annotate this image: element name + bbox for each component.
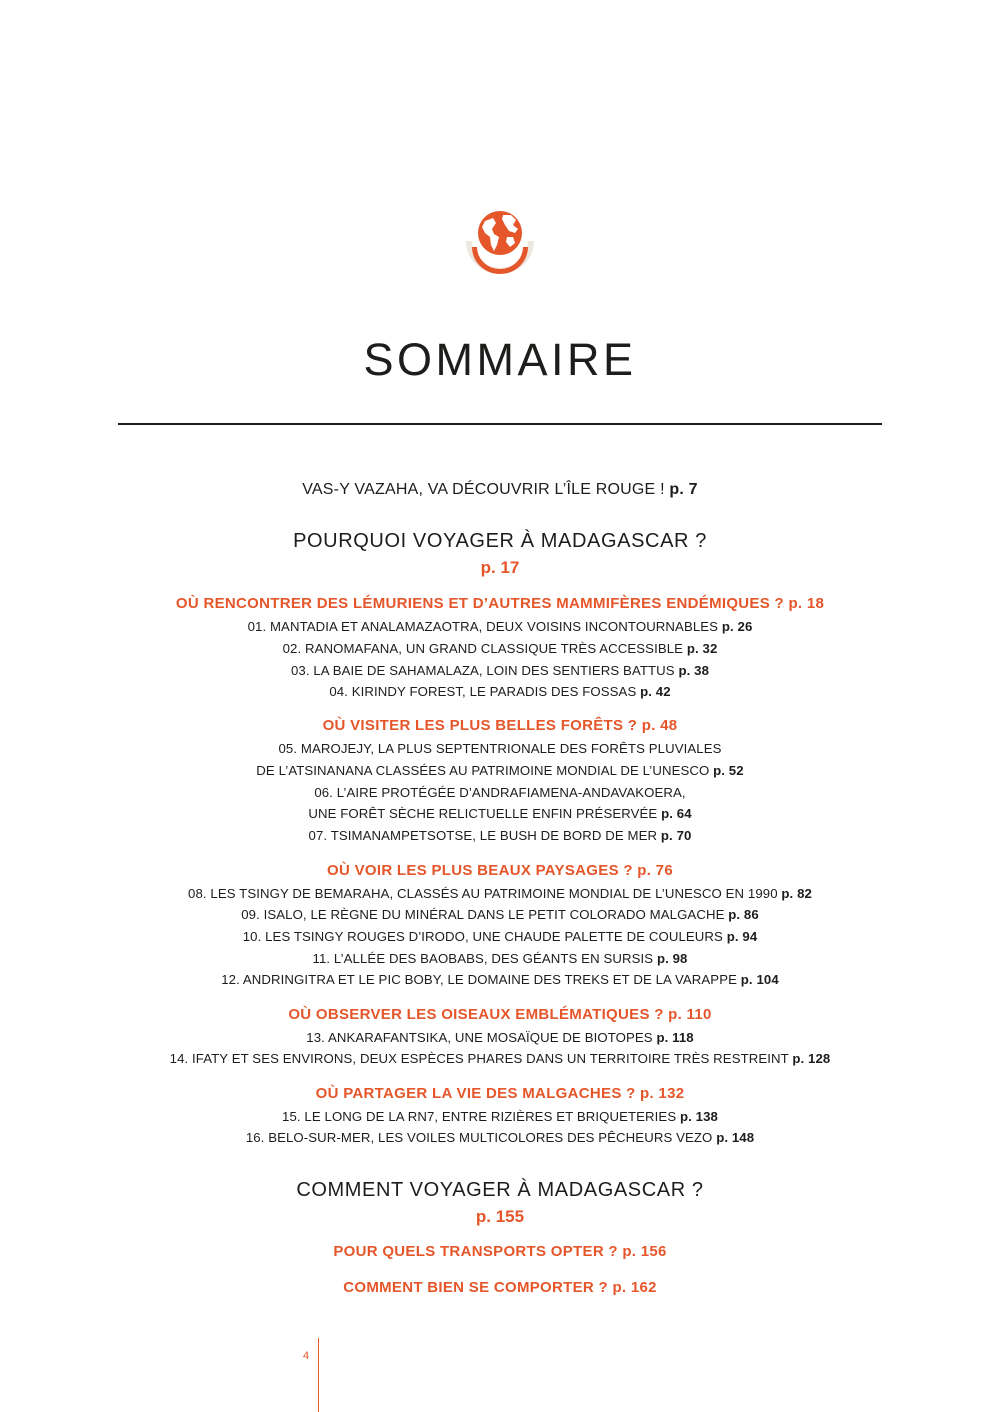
toc-intro-page: p. 7 xyxy=(669,481,698,498)
toc-item-continued[interactable] xyxy=(0,806,1000,821)
section-forets[interactable]: OÙ VISITER LES PLUS BELLES FORÊTS ? p. 48 xyxy=(322,717,678,734)
toc-item-page: p. 32 xyxy=(686,641,718,656)
toc-intro-text: VAS-Y VAZAHA, VA DÉCOUVRIR L’ÎLE ROUGE ! xyxy=(302,481,665,498)
page-number-rule xyxy=(318,1338,319,1412)
section-oiseaux[interactable]: OÙ OBSERVER LES OISEAUX EMBLÉMATIQUES ? p. 110 xyxy=(288,1006,712,1023)
toc-item-text: 08. LES TSINGY DE BEMARAHA, CLASSÉS AU PATRIMOINE MONDIAL DE L’UNESCO EN 1990 xyxy=(188,886,778,901)
toc-item-page: p. 98 xyxy=(656,951,688,966)
toc-item-continued[interactable] xyxy=(0,763,1000,778)
toc-item-text: 11. L’ALLÉE DES BAOBABS, DES GÉANTS EN SURSIS xyxy=(312,951,654,966)
toc-item-text: 06. L’AIRE PROTÉGÉE D’ANDRAFIAMENA-ANDAVAKOERA, xyxy=(314,785,686,800)
section-malgaches[interactable]: OÙ PARTAGER LA VIE DES MALGACHES ? p. 132 xyxy=(315,1085,685,1102)
toc-intro[interactable] xyxy=(0,481,1000,499)
page-title: SOMMAIRE xyxy=(363,334,637,385)
part-1-page: p. 17 xyxy=(480,558,520,577)
toc-item-text: 12. ANDRINGITRA ET LE PIC BOBY, LE DOMAINE DES TREKS ET DE LA VARAPPE xyxy=(221,972,737,987)
toc-item[interactable] xyxy=(0,741,1000,756)
toc-item-text: 04. KIRINDY FOREST, LE PARADIS DES FOSSAS xyxy=(329,684,637,699)
toc-item[interactable] xyxy=(0,972,1000,987)
toc-item-page: p. 128 xyxy=(792,1051,831,1066)
toc-item[interactable] xyxy=(0,828,1000,843)
toc-item[interactable] xyxy=(0,684,1000,699)
toc-item-text: 05. MAROJEJY, LA PLUS SEPTENTRIONALE DES FORÊTS PLUVIALES xyxy=(278,741,722,756)
toc-item-page: p. 138 xyxy=(679,1109,718,1124)
toc-item-page: p. 70 xyxy=(660,828,692,843)
toc-item-text: 03. LA BAIE DE SAHAMALAZA, LOIN DES SENTIERS BATTUS xyxy=(290,663,675,678)
toc-item-page: p. 38 xyxy=(678,663,710,678)
globe-icon xyxy=(463,207,537,275)
part-2-title[interactable]: COMMENT VOYAGER À MADAGASCAR ? xyxy=(296,1179,704,1201)
toc-item-page: p. 104 xyxy=(740,972,779,987)
toc-item-text: 15. LE LONG DE LA RN7, ENTRE RIZIÈRES ET BRIQUETERIES xyxy=(282,1109,677,1124)
toc-item-page: p. 148 xyxy=(716,1130,755,1145)
toc-item[interactable] xyxy=(0,641,1000,656)
toc-item-text: DE L’ATSINANANA CLASSÉES AU PATRIMOINE MONDIAL DE L’UNESCO xyxy=(256,763,710,778)
toc-item-page: p. 42 xyxy=(640,684,671,699)
toc-item-text: 14. IFATY ET SES ENVIRONS, DEUX ESPÈCES PHARES DANS UN TERRITOIRE TRÈS RESTREINT xyxy=(169,1051,789,1066)
toc-item[interactable] xyxy=(0,785,1000,800)
toc-item-page: p. 82 xyxy=(781,886,812,901)
toc-item[interactable] xyxy=(0,1109,1000,1124)
toc-item[interactable] xyxy=(0,886,1000,901)
toc-item-page: p. 118 xyxy=(656,1030,694,1045)
toc-item-text: 16. BELO-SUR-MER, LES VOILES MULTICOLORES DES PÊCHEURS VEZO xyxy=(245,1130,713,1145)
section-transports[interactable]: POUR QUELS TRANSPORTS OPTER ? p. 156 xyxy=(333,1243,667,1260)
toc-item[interactable] xyxy=(0,951,1000,966)
toc-item-text: 13. ANKARAFANTSIKA, UNE MOSAÏQUE DE BIOTOPES xyxy=(306,1030,653,1045)
section-paysages[interactable]: OÙ VOIR LES PLUS BEAUX PAYSAGES ? p. 76 xyxy=(327,862,673,879)
part-2-page: p. 155 xyxy=(475,1207,525,1226)
toc-item[interactable] xyxy=(0,1130,1000,1145)
toc-item[interactable] xyxy=(0,929,1000,944)
toc-item-page: p. 64 xyxy=(661,806,692,821)
toc-item[interactable] xyxy=(0,1030,1000,1045)
title-divider xyxy=(118,423,882,425)
section-comportement[interactable]: COMMENT BIEN SE COMPORTER ? p. 162 xyxy=(343,1279,657,1296)
page-number: 4 xyxy=(303,1350,310,1362)
toc-item-text: 10. LES TSINGY ROUGES D’IRODO, UNE CHAUDE PALETTE DE COULEURS xyxy=(242,929,723,944)
part-1-title[interactable]: POURQUOI VOYAGER À MADAGASCAR ? xyxy=(293,530,707,552)
toc-item[interactable] xyxy=(0,1051,1000,1066)
toc-item-text: 01. MANTADIA ET ANALAMAZAOTRA, DEUX VOISINS INCONTOURNABLES xyxy=(247,619,719,634)
toc-item-page: p. 26 xyxy=(721,619,753,634)
section-lemuriens[interactable]: OÙ RENCONTRER DES LÉMURIENS ET D’AUTRES MAMMIFÈRES ENDÉMIQUES ? p. 18 xyxy=(175,595,825,612)
toc-item[interactable] xyxy=(0,619,1000,634)
toc-item-text: 02. RANOMAFANA, UN GRAND CLASSIQUE TRÈS ACCESSIBLE xyxy=(282,641,684,656)
toc-item-page: p. 94 xyxy=(726,929,758,944)
toc-item-text: UNE FORÊT SÈCHE RELICTUELLE ENFIN PRÉSERVÉE xyxy=(308,806,658,821)
toc-item-text: 09. ISALO, LE RÈGNE DU MINÉRAL DANS LE PETIT COLORADO MALGACHE xyxy=(241,907,725,922)
toc-item[interactable] xyxy=(0,907,1000,922)
toc-item[interactable] xyxy=(0,663,1000,678)
toc-item-text: 07. TSIMANAMPETSOTSE, LE BUSH DE BORD DE MER xyxy=(308,828,658,843)
toc-item-page: p. 52 xyxy=(713,763,744,778)
toc-item-page: p. 86 xyxy=(728,907,759,922)
